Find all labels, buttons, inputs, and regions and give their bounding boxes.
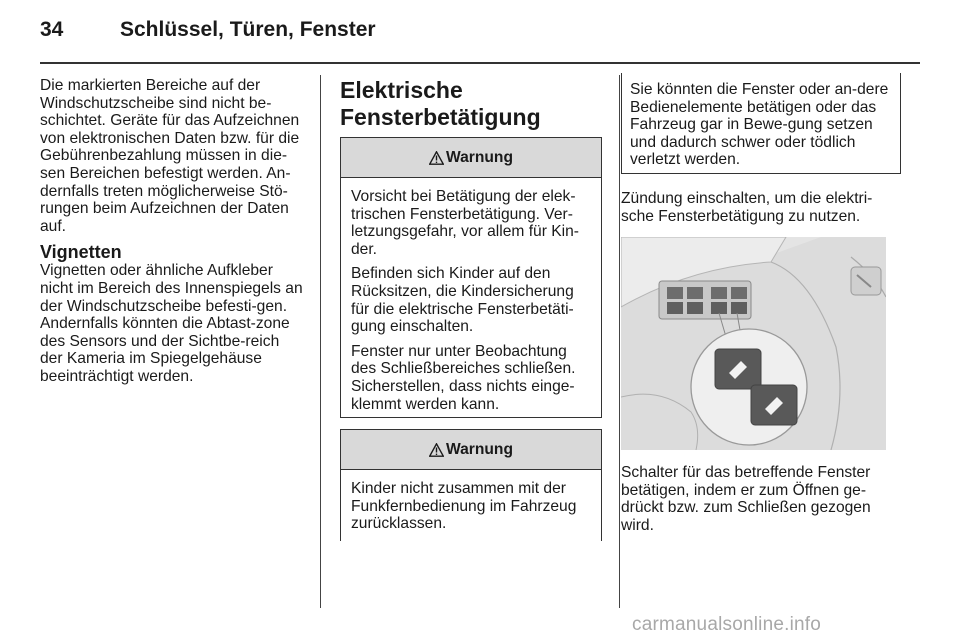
warning2-paragraph-1: Kinder nicht zusammen mit der Funkfernbedienung im Fahrzeug zurücklassen.	[351, 480, 577, 533]
page-header	[40, 18, 920, 52]
column-right	[621, 73, 901, 543]
warning-icon	[429, 443, 444, 457]
warning-box-1	[340, 137, 602, 418]
column-divider-left	[320, 75, 321, 608]
warning-box-continued	[621, 73, 901, 174]
warning1-paragraph-1: Vorsicht bei Betätigung der elek-trischen Fensterbetätigung. Ver-letzungsgefahr, vor allem für Kin-der.	[351, 188, 579, 258]
vignetten-paragraph: Vignetten oder ähnliche Aufkleber nicht im Bereich des Innenspiegels an der Windschutzscheibe befesti-gen. Andernfalls könnten die Abtast-zone des Sensors und der Sichtbe-reich der Kameria im Spiegelgehäuse beeinträchtigt werden.	[40, 262, 303, 385]
warning-label-1: Warnung	[446, 148, 513, 166]
warning1-paragraph-2: Befinden sich Kinder auf den Rücksitzen, die Kindersicherung für die elektrische Fensterbetäti-gung einschalten.	[351, 265, 574, 336]
warning-icon	[429, 151, 444, 165]
warning-header-1	[341, 138, 601, 178]
header-rule	[40, 62, 920, 64]
warning1-paragraph-3: Fenster nur unter Beobachtung des Schließbereiches schließen. Sicherstellen, dass nichts einge-klemmt werden kann.	[351, 342, 576, 413]
watermark-text: carmanualsonline.info	[632, 614, 822, 635]
warning-label-2: Warnung	[446, 440, 513, 458]
section-title: Elektrische Fensterbetätigung	[340, 77, 541, 130]
column-divider-right	[619, 75, 620, 608]
windshield-paragraph: Die markierten Bereiche auf der Windschutzscheibe sind nicht be-schichtet. Geräte für das Aufzeichnen von elektronischen Daten bzw. für die Gebührenbezahlung müssen in die-sen Bereichen befestigt werden. An-dernfalls treten möglicherweise Stö-rungen beim Aufzeichnen der Daten auf.	[40, 77, 300, 235]
column-middle	[340, 77, 602, 541]
vignetten-heading: Vignetten	[40, 242, 122, 263]
window-switch-illustration	[621, 237, 886, 450]
page-number: 34	[40, 18, 64, 41]
ignition-paragraph: Zündung einschalten, um die elektri-sche Fensterbetätigung zu nutzen.	[621, 190, 873, 225]
switch-paragraph: Schalter für das betreffende Fenster betätigen, indem er zum Öffnen ge-drückt bzw. zum Schließen gezogen wird.	[621, 464, 871, 534]
page-title: Schlüssel, Türen, Fenster	[120, 18, 376, 41]
warning-box-2	[340, 429, 602, 541]
warning-header-2	[341, 430, 601, 470]
door-panel-drawing	[621, 237, 886, 450]
warning-continued-text: Sie könnten die Fenster oder an-dere Bedienelemente betätigen oder das Fahrzeug gar in Bewe-gung setzen und dadurch schwer oder tödlich verletzt werden.	[630, 81, 889, 169]
column-left	[40, 77, 306, 394]
